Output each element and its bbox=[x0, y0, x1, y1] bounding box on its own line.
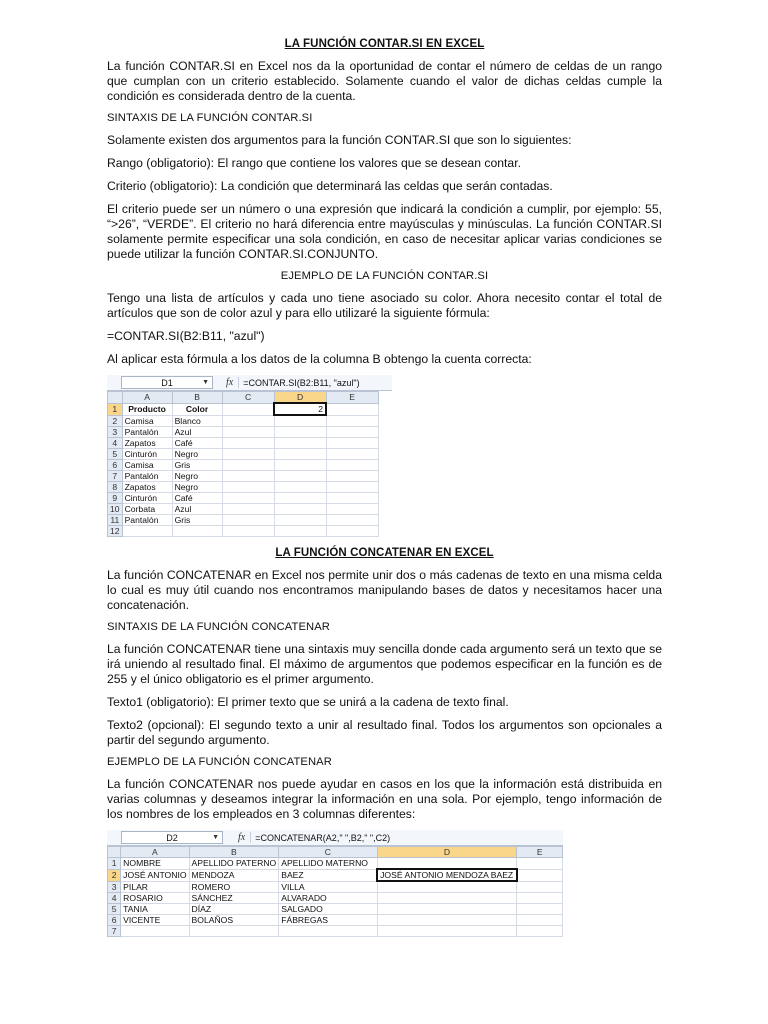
cell[interactable]: Color bbox=[172, 403, 222, 415]
column-header[interactable]: C bbox=[279, 847, 377, 858]
cell[interactable]: VILLA bbox=[279, 881, 377, 893]
cell[interactable] bbox=[274, 415, 326, 427]
spreadsheet-contar-si bbox=[107, 375, 392, 537]
table-row bbox=[108, 415, 379, 427]
cell[interactable] bbox=[326, 493, 378, 504]
cell[interactable]: APELLIDO PATERNO bbox=[189, 858, 279, 870]
cell[interactable] bbox=[121, 926, 189, 937]
table-row bbox=[108, 526, 379, 537]
table-row bbox=[108, 493, 379, 504]
row-header[interactable]: 12 bbox=[108, 526, 123, 537]
section-title-contar-si: LA FUNCIÓN CONTAR.SI EN EXCEL bbox=[284, 38, 485, 50]
cell[interactable] bbox=[274, 449, 326, 460]
cell[interactable] bbox=[222, 449, 274, 460]
paragraph-arg-text2: Texto2 (opcional): El segundo texto a unir al resultado final. Todos los argumentos son opcionales a partir del segundo argumento. bbox=[107, 718, 662, 747]
cell[interactable]: Negro bbox=[172, 471, 222, 482]
cell[interactable]: Camisa bbox=[122, 460, 172, 471]
cell[interactable]: BAEZ bbox=[279, 869, 377, 881]
section-title-concatenar: LA FUNCIÓN CONCATENAR EN EXCEL bbox=[275, 547, 494, 559]
cell[interactable] bbox=[377, 915, 517, 926]
table-row bbox=[108, 926, 563, 937]
cell[interactable]: VICENTE bbox=[121, 915, 189, 926]
cell[interactable] bbox=[517, 915, 563, 926]
cell[interactable] bbox=[274, 482, 326, 493]
cell[interactable]: Corbata bbox=[122, 504, 172, 515]
row-header[interactable]: 4 bbox=[108, 893, 121, 904]
cell[interactable] bbox=[279, 926, 377, 937]
cell[interactable] bbox=[274, 471, 326, 482]
cell[interactable]: Cinturón bbox=[122, 493, 172, 504]
cell[interactable] bbox=[222, 526, 274, 537]
formula-input[interactable]: =CONCATENAR(A2," ",B2," ",C2) bbox=[255, 832, 391, 843]
cell[interactable]: PILAR bbox=[121, 881, 189, 893]
cell[interactable]: Pantalón bbox=[122, 427, 172, 438]
select-all-corner[interactable] bbox=[108, 392, 123, 404]
chevron-down-icon[interactable]: ▼ bbox=[212, 834, 219, 841]
table-row bbox=[108, 858, 563, 870]
cell[interactable]: Producto bbox=[122, 403, 172, 415]
name-box-value: D1 bbox=[161, 377, 173, 388]
cell[interactable] bbox=[189, 926, 279, 937]
cell[interactable]: Pantalón bbox=[122, 515, 172, 526]
row-header[interactable]: 7 bbox=[108, 471, 123, 482]
table-row bbox=[108, 438, 379, 449]
cell[interactable]: Café bbox=[172, 493, 222, 504]
cell[interactable] bbox=[326, 449, 378, 460]
row-header[interactable]: 6 bbox=[108, 460, 123, 471]
table-row bbox=[108, 893, 563, 904]
cell[interactable] bbox=[517, 893, 563, 904]
cell[interactable]: ALVARADO bbox=[279, 893, 377, 904]
row-header[interactable]: 3 bbox=[108, 881, 121, 893]
cell[interactable] bbox=[326, 504, 378, 515]
cell[interactable] bbox=[222, 415, 274, 427]
cell[interactable] bbox=[172, 526, 222, 537]
cell[interactable] bbox=[326, 471, 378, 482]
document-page bbox=[107, 38, 662, 947]
column-header[interactable]: B bbox=[172, 392, 222, 404]
row-header-selected[interactable]: 2 bbox=[108, 869, 121, 881]
sheet-grid bbox=[107, 846, 563, 937]
column-header-row bbox=[108, 847, 563, 858]
cell[interactable]: NOMBRE bbox=[121, 858, 189, 870]
cell[interactable] bbox=[222, 515, 274, 526]
cell[interactable] bbox=[222, 493, 274, 504]
formula-input[interactable]: =CONTAR.SI(B2:B11, "azul") bbox=[243, 377, 360, 388]
cell[interactable] bbox=[377, 858, 517, 870]
row-header[interactable]: 10 bbox=[108, 504, 123, 515]
cell[interactable] bbox=[222, 427, 274, 438]
cell[interactable]: Zapatos bbox=[122, 438, 172, 449]
cell[interactable] bbox=[326, 482, 378, 493]
function-icon[interactable]: fx bbox=[221, 377, 239, 388]
heading-syntax-contar-si: SINTAXIS DE LA FUNCIÓN CONTAR.SI bbox=[107, 112, 313, 124]
row-header[interactable]: 2 bbox=[108, 415, 123, 427]
table-row bbox=[108, 482, 379, 493]
paragraph-arg-text1: Texto1 (obligatorio): El primer texto que se unirá a la cadena de texto final. bbox=[107, 695, 509, 709]
column-header[interactable]: A bbox=[121, 847, 189, 858]
cell[interactable] bbox=[517, 881, 563, 893]
row-header[interactable]: 4 bbox=[108, 438, 123, 449]
cell[interactable]: Azul bbox=[172, 504, 222, 515]
paragraph-intro-contar-si: La función CONTAR.SI en Excel nos da la oportunidad de contar el número de celdas de un rango que cumplan con un criterio establecido. Solamente cuando el valor de dichas celdas cumple la condición es considerada dentro de la cuenta. bbox=[107, 59, 662, 103]
cell[interactable] bbox=[326, 515, 378, 526]
table-row bbox=[108, 881, 563, 893]
table-row bbox=[108, 460, 379, 471]
cell[interactable] bbox=[274, 526, 326, 537]
paragraph-arg-range: Rango (obligatorio): El rango que contiene los valores que se desean contar. bbox=[107, 156, 521, 170]
cell[interactable] bbox=[274, 515, 326, 526]
cell[interactable]: ROSARIO bbox=[121, 893, 189, 904]
cell[interactable] bbox=[274, 460, 326, 471]
paragraph-criteria-detail: El criterio puede ser un número o una expresión que indicará la condición a cumplir, por ejemplo: 55, “>26”, “VERDE”. El criterio no hará diferencia entre mayúsculas y minúsculas. La función CONTAR.SI solamente permite especificar una sola condición, en caso de necesitar aplicar varias condiciones se puede utilizar la función CONTAR.SI.CONJUNTO. bbox=[107, 202, 662, 261]
cell[interactable]: ROMERO bbox=[189, 881, 279, 893]
table-row bbox=[108, 515, 379, 526]
cell[interactable]: DÍAZ bbox=[189, 904, 279, 915]
cell[interactable] bbox=[222, 482, 274, 493]
cell[interactable] bbox=[326, 438, 378, 449]
cell[interactable] bbox=[517, 926, 563, 937]
paragraph-result-contar-si: Al aplicar esta fórmula a los datos de la columna B obtengo la cuenta correcta: bbox=[107, 352, 532, 366]
cell[interactable]: Gris bbox=[172, 460, 222, 471]
column-header-row bbox=[108, 392, 379, 404]
cell[interactable]: SÁNCHEZ bbox=[189, 893, 279, 904]
row-header[interactable]: 7 bbox=[108, 926, 121, 937]
cell[interactable] bbox=[517, 858, 563, 870]
cell[interactable] bbox=[326, 460, 378, 471]
paragraph-syntax-contar-si: Solamente existen dos argumentos para la función CONTAR.SI que son lo siguientes: bbox=[107, 133, 572, 147]
cell[interactable]: MENDOZA bbox=[189, 869, 279, 881]
function-icon[interactable]: fx bbox=[233, 832, 251, 843]
name-box-value: D2 bbox=[166, 832, 178, 843]
cell[interactable]: Camisa bbox=[122, 415, 172, 427]
cell[interactable] bbox=[222, 471, 274, 482]
cell[interactable] bbox=[222, 460, 274, 471]
table-row bbox=[108, 504, 379, 515]
cell[interactable] bbox=[326, 427, 378, 438]
cell[interactable] bbox=[326, 415, 378, 427]
cell[interactable] bbox=[222, 403, 274, 415]
cell[interactable]: BOLAÑOS bbox=[189, 915, 279, 926]
cell[interactable] bbox=[274, 427, 326, 438]
table-row bbox=[108, 403, 379, 415]
cell[interactable] bbox=[274, 504, 326, 515]
column-header-selected[interactable]: D bbox=[377, 847, 517, 858]
cell[interactable]: Pantalón bbox=[122, 471, 172, 482]
chevron-down-icon[interactable]: ▼ bbox=[202, 379, 209, 386]
cell[interactable] bbox=[326, 403, 378, 415]
select-all-corner[interactable] bbox=[108, 847, 121, 858]
cell[interactable]: Negro bbox=[172, 449, 222, 460]
row-header[interactable]: 6 bbox=[108, 915, 121, 926]
paragraph-example-concatenar: La función CONCATENAR nos puede ayudar en casos en los que la información está distribuida en varias columnas y deseamos integrar la información en una sola. Por ejemplo, tengo información de los nombres de los empleados en 3 columnas diferentes: bbox=[107, 777, 662, 821]
paragraph-example-contar-si: Tengo una lista de artículos y cada uno tiene asociado su color. Ahora necesito contar el total de artículos que son de color azul y para ello utilizaré la siguiente fórmula: bbox=[107, 291, 662, 320]
row-header[interactable]: 8 bbox=[108, 482, 123, 493]
cell[interactable]: TANIA bbox=[121, 904, 189, 915]
cell[interactable] bbox=[377, 926, 517, 937]
cell[interactable] bbox=[274, 438, 326, 449]
cell[interactable]: FÁBREGAS bbox=[279, 915, 377, 926]
column-header[interactable]: A bbox=[122, 392, 172, 404]
cell[interactable]: Gris bbox=[172, 515, 222, 526]
cell[interactable]: APELLIDO MATERNO bbox=[279, 858, 377, 870]
cell-selected[interactable]: JOSÉ ANTONIO MENDOZA BAEZ bbox=[377, 869, 517, 881]
cell[interactable] bbox=[122, 526, 172, 537]
cell[interactable] bbox=[377, 893, 517, 904]
row-header[interactable]: 11 bbox=[108, 515, 123, 526]
row-header[interactable]: 3 bbox=[108, 427, 123, 438]
cell[interactable] bbox=[517, 869, 563, 881]
table-row bbox=[108, 471, 379, 482]
name-box[interactable] bbox=[121, 831, 223, 844]
row-header[interactable]: 1 bbox=[108, 858, 121, 870]
column-header-selected[interactable]: D bbox=[274, 392, 326, 404]
paragraph-arg-criteria: Criterio (obligatorio): La condición que determinará las celdas que serán contadas. bbox=[107, 179, 553, 193]
table-row bbox=[108, 869, 563, 881]
cell[interactable]: Negro bbox=[172, 482, 222, 493]
cell[interactable] bbox=[517, 904, 563, 915]
row-header[interactable]: 5 bbox=[108, 904, 121, 915]
cell[interactable]: SALGADO bbox=[279, 904, 377, 915]
paragraph-syntax-concatenar: La función CONCATENAR tiene una sintaxis muy sencilla donde cada argumento será un texto que se irá uniendo al resultado final. El máximo de argumentos que podemos especificar en la función es de 255 y el único obligatorio es el primer argumento. bbox=[107, 642, 662, 686]
spreadsheet-concatenar bbox=[107, 830, 563, 937]
cell[interactable] bbox=[326, 526, 378, 537]
formula-bar bbox=[107, 375, 392, 391]
column-header[interactable]: B bbox=[189, 847, 279, 858]
cell[interactable]: Azul bbox=[172, 427, 222, 438]
cell[interactable] bbox=[222, 438, 274, 449]
cell[interactable] bbox=[377, 881, 517, 893]
heading-example-contar-si: EJEMPLO DE LA FUNCIÓN CONTAR.SI bbox=[280, 270, 489, 282]
cell[interactable]: Café bbox=[172, 438, 222, 449]
cell[interactable] bbox=[222, 504, 274, 515]
column-header[interactable]: C bbox=[222, 392, 274, 404]
cell[interactable]: Cinturón bbox=[122, 449, 172, 460]
column-header[interactable]: E bbox=[517, 847, 563, 858]
column-header[interactable]: E bbox=[326, 392, 378, 404]
cell[interactable]: Blanco bbox=[172, 415, 222, 427]
formula-text-contar-si: =CONTAR.SI(B2:B11, "azul") bbox=[107, 329, 265, 343]
sheet-grid bbox=[107, 391, 379, 537]
heading-example-concatenar: EJEMPLO DE LA FUNCIÓN CONCATENAR bbox=[107, 756, 332, 768]
cell[interactable] bbox=[377, 904, 517, 915]
table-row bbox=[108, 904, 563, 915]
table-row bbox=[108, 427, 379, 438]
paragraph-intro-concatenar: La función CONCATENAR en Excel nos permite unir dos o más cadenas de texto en una misma celda lo cual es muy útil cuando nos encontramos manipulando bases de datos y necesitamos hacer una concatenación. bbox=[107, 568, 662, 612]
cell[interactable] bbox=[274, 493, 326, 504]
row-header[interactable]: 9 bbox=[108, 493, 123, 504]
row-header[interactable]: 5 bbox=[108, 449, 123, 460]
heading-syntax-concatenar: SINTAXIS DE LA FUNCIÓN CONCATENAR bbox=[107, 621, 330, 633]
formula-bar bbox=[107, 830, 563, 846]
row-header-selected[interactable]: 1 bbox=[108, 403, 123, 415]
table-row bbox=[108, 915, 563, 926]
cell[interactable]: JOSÉ ANTONIO bbox=[121, 869, 189, 881]
table-row bbox=[108, 449, 379, 460]
cell-selected[interactable]: 2 bbox=[274, 403, 326, 415]
name-box[interactable] bbox=[121, 376, 213, 389]
cell[interactable]: Zapatos bbox=[122, 482, 172, 493]
